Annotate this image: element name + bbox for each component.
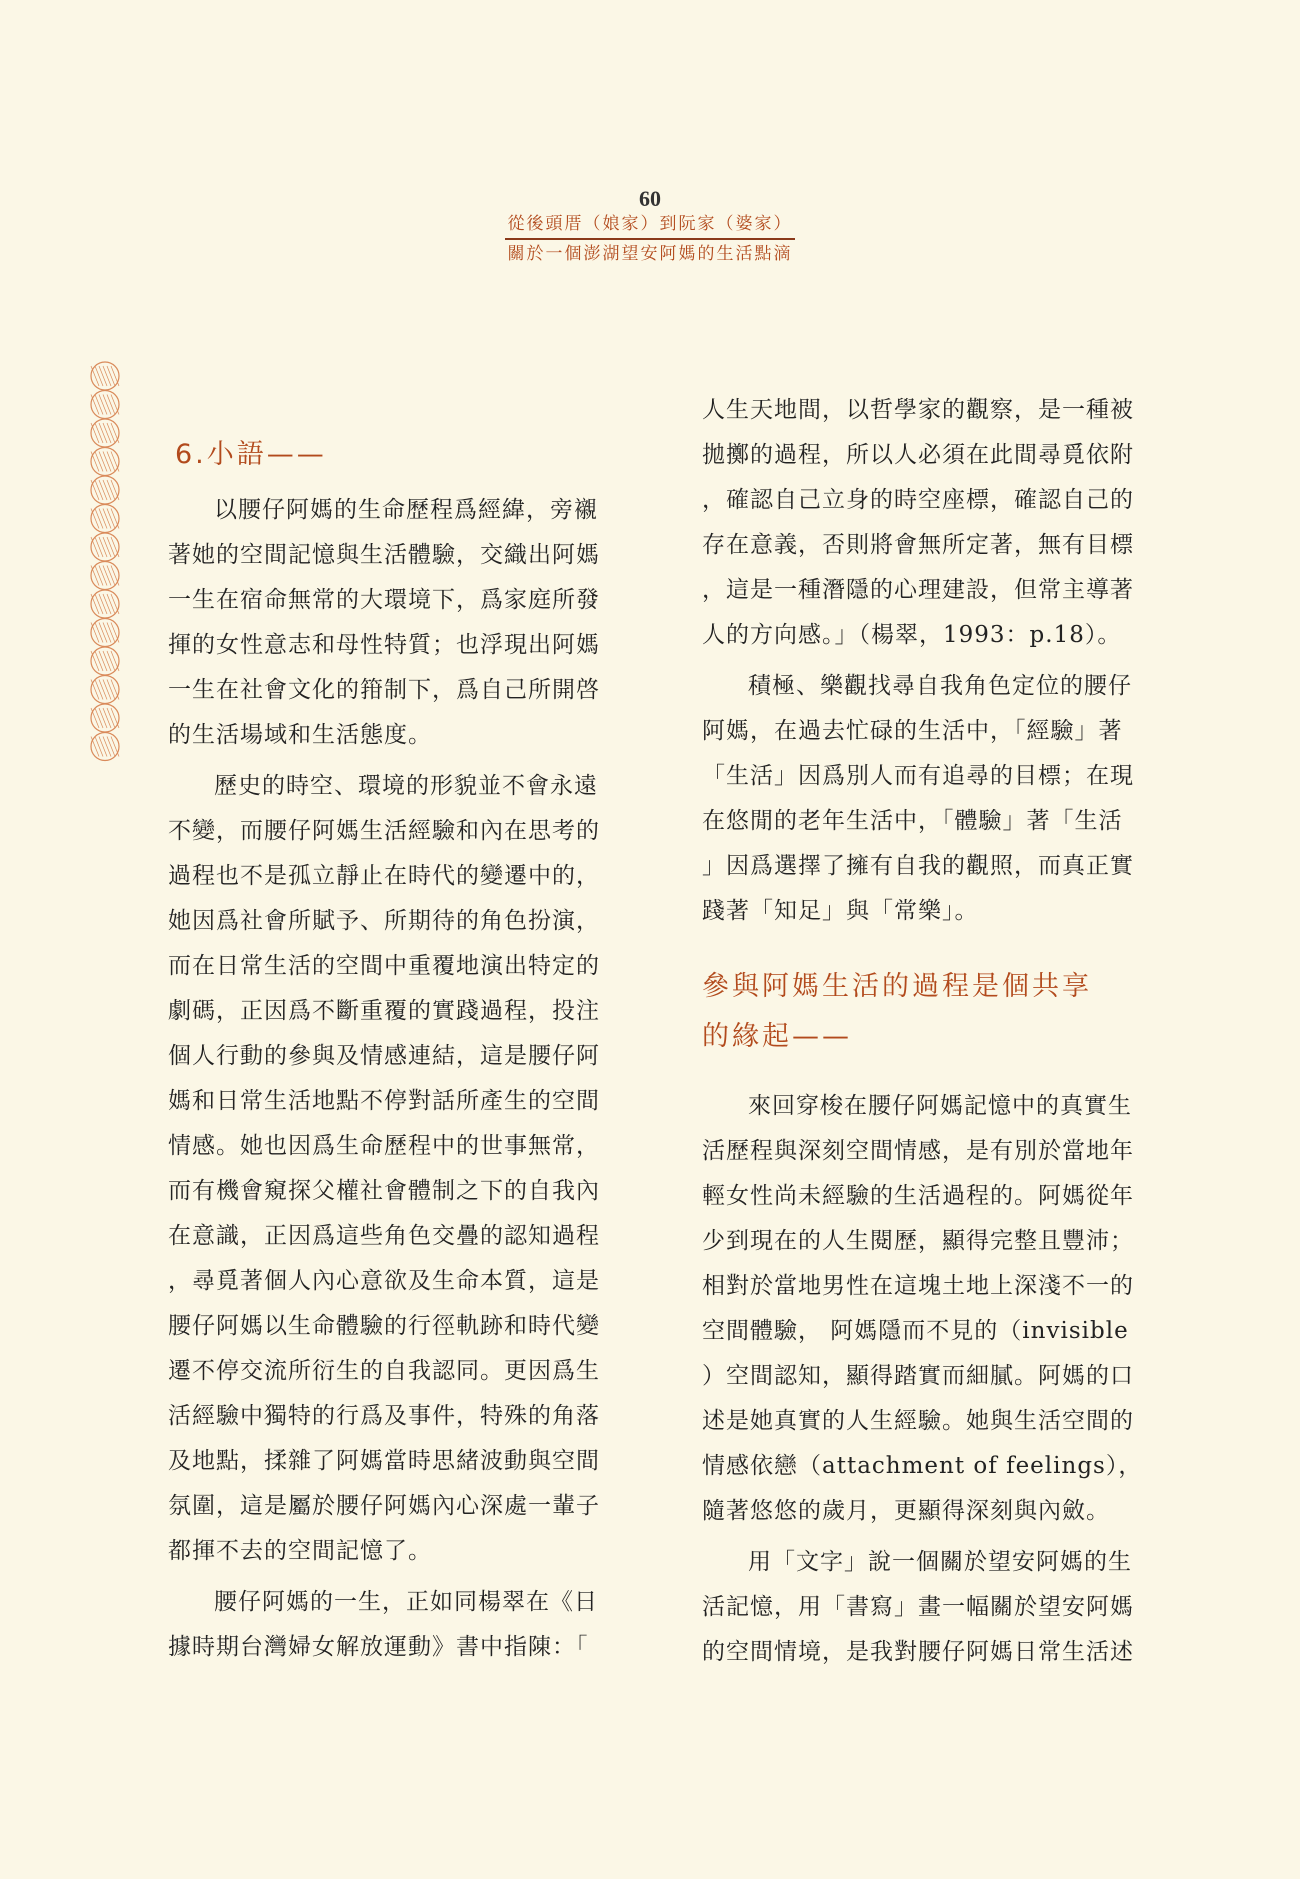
left-column — [168, 488, 623, 1676]
text-line: 一生在宿命無常的大環境下，爲家庭所發 — [168, 587, 600, 613]
book-title-line2: 關於一個澎湖望安阿媽的生活點滴 — [507, 244, 793, 264]
page-number: 60 — [639, 186, 661, 211]
text-line: 的生活場域和生活態度。 — [168, 722, 432, 748]
text-line: 拋擲的過程，所以人必須在此間尋覓依附 — [702, 442, 1134, 468]
text-line: 過程也不是孤立靜止在時代的變遷中的， — [168, 863, 600, 889]
text-line: 情感依戀（attachment of feelings）， — [702, 1453, 1143, 1479]
text-line: 述是她真實的人生經驗。她與生活空間的 — [702, 1408, 1134, 1434]
text-line: 歷史的時空、環境的形貌並不會永遠 — [214, 773, 598, 799]
text-line: 而有機會窺探父權社會體制之下的自我內 — [168, 1178, 600, 1204]
text-line: 相對於當地男性在這塊土地上深淺不一的 — [702, 1273, 1134, 1299]
text-line: 情感。她也因爲生命歷程中的世事無常， — [168, 1133, 600, 1159]
paragraph — [168, 1580, 623, 1670]
text-line: 的空間情境，是我對腰仔阿媽日常生活述 — [702, 1639, 1134, 1665]
paragraph — [702, 1540, 1157, 1675]
text-line: 揮的女性意志和母性特質；也浮現出阿媽 — [168, 632, 600, 658]
text-line: 隨著悠悠的歲月，更顯得深刻與內斂。 — [702, 1498, 1110, 1524]
text-line: 個人行動的參與及情感連結，這是腰仔阿 — [168, 1043, 600, 1069]
text-line: 而在日常生活的空間中重覆地演出特定的 — [168, 953, 600, 979]
page-header — [0, 186, 1300, 266]
text-line: 腰仔阿媽以生命體驗的行徑軌跡和時代變 — [168, 1313, 600, 1339]
paragraph — [702, 664, 1157, 934]
text-line: 都揮不去的空間記憶了。 — [168, 1538, 432, 1564]
paragraph — [702, 388, 1157, 658]
text-line: 在意識，正因爲這些角色交疊的認知過程 — [168, 1223, 600, 1249]
text-line: 少到現在的人生閱歷，顯得完整且豐沛； — [702, 1228, 1134, 1254]
text-line: 「生活」因爲別人而有追尋的目標；在現 — [702, 763, 1134, 789]
paragraph — [168, 764, 623, 1574]
text-line: 活經驗中獨特的行爲及事件，特殊的角落 — [168, 1403, 600, 1429]
text-line: 阿媽，在過去忙碌的生活中，「經驗」著 — [702, 718, 1123, 744]
text-line: 以腰仔阿媽的生命歷程爲經緯，旁襯 — [214, 497, 598, 523]
text-line: 人的方向感。」（楊翠，1993：p.18）。 — [702, 622, 1122, 648]
text-line: 輕女性尚未經驗的生活過程的。阿媽從年 — [702, 1183, 1134, 1209]
text-line: 不變，而腰仔阿媽生活經驗和內在思考的 — [168, 818, 600, 844]
text-line: 來回穿梭在腰仔阿媽記憶中的真實生 — [748, 1093, 1132, 1119]
text-line: 劇碼，正因爲不斷重覆的實踐過程，投注 — [168, 998, 600, 1024]
text-line: 空間體驗， 阿媽隱而不見的（invisible — [702, 1318, 1129, 1344]
section-heading-summary: 6.小語—— — [175, 439, 327, 470]
text-line: 著她的空間記憶與生活體驗，交織出阿媽 — [168, 542, 600, 568]
heading-line: 的緣起—— — [702, 1021, 852, 1052]
decorative-circles-icon — [88, 360, 122, 780]
title-divider — [505, 238, 795, 240]
text-line: ，尋覓著個人內心意欲及生命本質，這是 — [168, 1268, 600, 1294]
text-line: 活記憶，用「書寫」畫一幅關於望安阿媽 — [702, 1594, 1134, 1620]
paragraph — [168, 488, 623, 758]
text-line: 遷不停交流所衍生的自我認同。更因爲生 — [168, 1358, 600, 1384]
text-line: ，確認自己立身的時空座標，確認自己的 — [702, 487, 1134, 513]
text-line: 用「文字」說一個關於望安阿媽的生 — [748, 1549, 1132, 1575]
text-line: 據時期台灣婦女解放運動》書中指陳：「 — [168, 1634, 589, 1660]
text-line: 氛圍，這是屬於腰仔阿媽內心深處一輩子 — [168, 1493, 600, 1519]
heading-line: 參與阿媽生活的過程是個共享 — [702, 971, 1092, 1002]
right-column — [702, 388, 1157, 1681]
paragraph — [702, 1084, 1157, 1534]
text-line: 及地點，揉雜了阿媽當時思緒波動與空間 — [168, 1448, 600, 1474]
text-line: 媽和日常生活地點不停對話所產生的空間 — [168, 1088, 600, 1114]
text-line: 踐著「知足」與「常樂」。 — [702, 898, 979, 924]
text-line: ，這是一種潛隱的心理建設，但常主導著 — [702, 577, 1134, 603]
text-line: 在悠閒的老年生活中，「體驗」著「生活 — [702, 808, 1123, 834]
text-line: 活歷程與深刻空間情感，是有別於當地年 — [702, 1138, 1134, 1164]
text-line: 她因爲社會所賦予、所期待的角色扮演， — [168, 908, 600, 934]
text-line: 存在意義，否則將會無所定著，無有目標 — [702, 532, 1134, 558]
book-title-line1: 從後頭厝（娘家）到阮家（婆家） — [507, 214, 793, 234]
text-line: 」因爲選擇了擁有自我的觀照，而真正實 — [702, 853, 1134, 879]
text-line: 積極、樂觀找尋自我角色定位的腰仔 — [748, 673, 1132, 699]
text-line: ）空間認知，顯得踏實而細膩。阿媽的口 — [702, 1363, 1134, 1389]
text-line: 一生在社會文化的箝制下，爲自己所開啓 — [168, 677, 600, 703]
section-heading-shared-origin — [702, 962, 1157, 1062]
text-line: 人生天地間，以哲學家的觀察，是一種被 — [702, 397, 1134, 423]
text-line: 腰仔阿媽的一生，正如同楊翠在《日 — [214, 1589, 598, 1615]
